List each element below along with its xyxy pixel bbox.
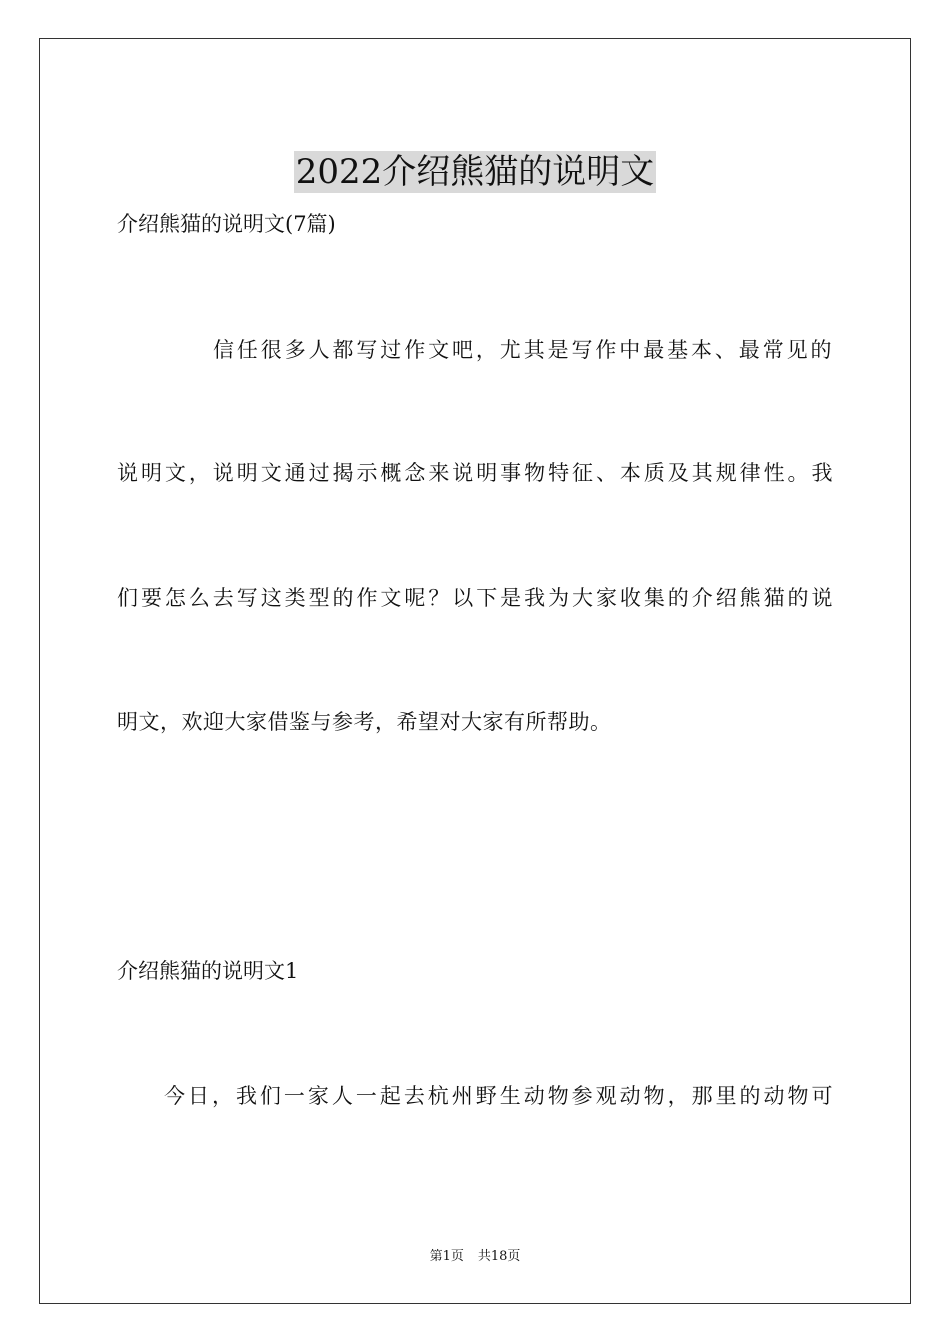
intro-line-4: 明文，欢迎大家借鉴与参考，希望对大家有所帮助。: [117, 710, 612, 734]
section-line-1: 今日，我们一家人一起去杭州野生动物参观动物，那里的动物可: [164, 1084, 833, 1108]
intro-line-3: 们要怎么去写这类型的作文呢？以下是我为大家收集的介绍熊猫的说: [117, 586, 833, 610]
page-total: 共18页: [477, 1249, 521, 1264]
page-number: 第1页: [429, 1249, 464, 1264]
intro-line-1: 信任很多人都写过作文吧，尤其是写作中最基本、最常见的: [213, 338, 832, 362]
page-footer: [0, 1248, 950, 1266]
title-container: [0, 128, 950, 216]
document-subtitle: 介绍熊猫的说明文(7篇): [117, 212, 336, 236]
document-title: 2022介绍熊猫的说明文: [295, 151, 655, 192]
section-heading: 介绍熊猫的说明文1: [117, 959, 299, 983]
intro-line-2: 说明文，说明文通过揭示概念来说明事物特征、本质及其规律性。我: [117, 461, 833, 485]
